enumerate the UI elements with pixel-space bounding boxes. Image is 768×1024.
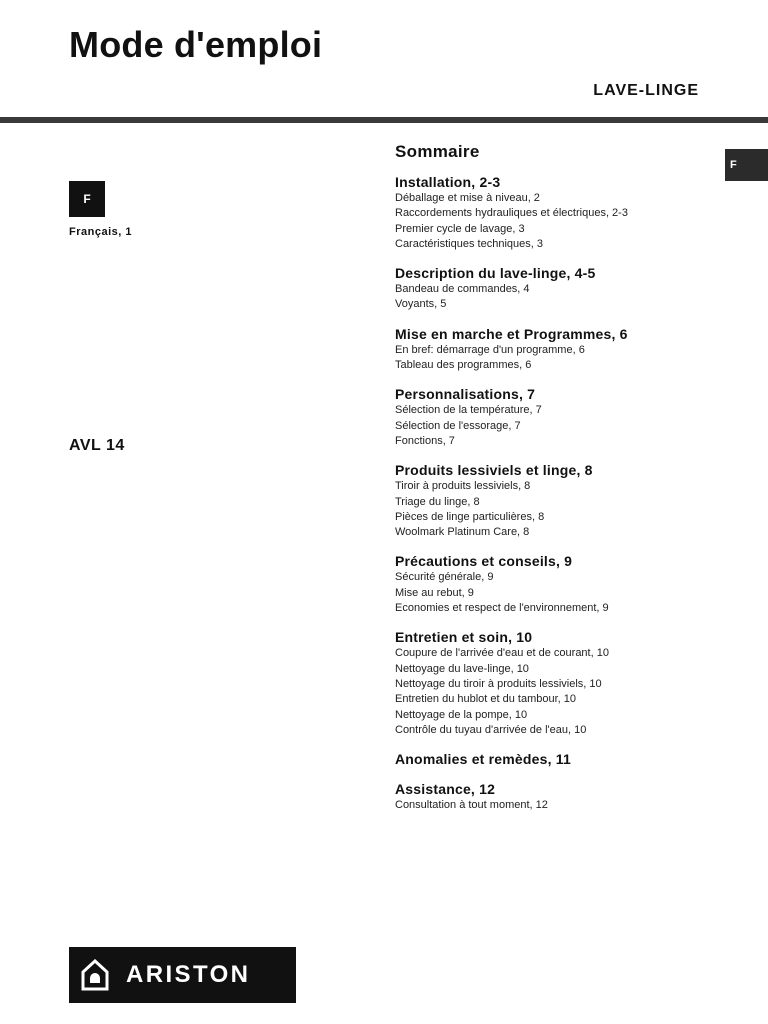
toc-section bbox=[395, 628, 720, 738]
product-type-label: LAVE-LINGE bbox=[593, 82, 699, 99]
toc-section bbox=[395, 264, 720, 313]
toc-entry: Nettoyage du lave-linge, 10 bbox=[395, 662, 529, 675]
toc-entry: Déballage et mise à niveau, 2 bbox=[395, 192, 540, 204]
model-number: AVL 14 bbox=[69, 437, 125, 454]
toc-entry: Voyants, 5 bbox=[395, 298, 447, 311]
toc-section bbox=[395, 552, 720, 616]
toc-section bbox=[395, 385, 720, 449]
toc-section bbox=[395, 325, 720, 374]
toc-section bbox=[395, 461, 720, 540]
page-title: Mode d'emploi bbox=[69, 24, 323, 65]
toc-entry: Sélection de la température, 7 bbox=[395, 404, 542, 417]
toc-entry: Premier cycle de lavage, 3 bbox=[395, 222, 525, 235]
toc-section-title: Description du lave-linge, 4-5 bbox=[395, 265, 596, 282]
toc-section-title: Anomalies et remèdes, 11 bbox=[395, 751, 571, 768]
toc-entry: Triage du linge, 8 bbox=[395, 495, 480, 508]
toc-entry: Woolmark Platinum Care, 8 bbox=[395, 526, 530, 539]
toc-entry: Mise au rebut, 9 bbox=[395, 586, 474, 599]
toc-entry: Entretien du hublot et du tambour, 10 bbox=[395, 693, 577, 706]
toc-section-title: Assistance, 12 bbox=[395, 781, 496, 798]
toc-entry: Sélection de l'essorage, 7 bbox=[395, 419, 521, 432]
brand-name: ARISTON bbox=[126, 961, 251, 988]
toc-entry: Contrôle du tuyau d'arrivée de l'eau, 10 bbox=[395, 723, 587, 736]
language-code-badge: F bbox=[69, 181, 105, 217]
toc-entry: Tiroir à produits lessiviels, 8 bbox=[395, 480, 531, 493]
toc-section bbox=[395, 750, 720, 768]
house-icon bbox=[78, 957, 112, 993]
toc-entry: Fonctions, 7 bbox=[395, 434, 455, 447]
toc-entry: Bandeau de commandes, 4 bbox=[395, 283, 530, 296]
toc-section-title: Entretien et soin, 10 bbox=[395, 629, 533, 646]
toc-entry: Nettoyage du tiroir à produits lessiviels, 10 bbox=[395, 677, 602, 690]
toc-entry: Consultation à tout moment, 12 bbox=[395, 799, 548, 812]
toc-entry: En bref: démarrage d'un programme, 6 bbox=[395, 343, 585, 356]
language-index-label: Français, 1 bbox=[69, 226, 132, 238]
brand-logo bbox=[69, 947, 296, 1003]
language-side-tab: F bbox=[725, 149, 768, 181]
toc-entry: Economies et respect de l'environnement, 9 bbox=[395, 602, 609, 615]
toc-entry: Caractéristiques techniques, 3 bbox=[395, 237, 543, 250]
toc-entry: Pièces de linge particulières, 8 bbox=[395, 510, 545, 523]
toc-section-title: Produits lessiviels et linge, 8 bbox=[395, 462, 593, 479]
toc-section-title: Personnalisations, 7 bbox=[395, 386, 536, 403]
toc-entry: Raccordements hydrauliques et électriques, 2-3 bbox=[395, 207, 628, 220]
toc-section bbox=[395, 173, 720, 252]
table-of-contents bbox=[395, 141, 720, 825]
toc-sections bbox=[395, 173, 720, 813]
header-divider bbox=[0, 117, 768, 123]
toc-entry: Coupure de l'arrivée d'eau et de courant, 10 bbox=[395, 647, 609, 660]
toc-entry: Tableau des programmes, 6 bbox=[395, 359, 532, 372]
toc-entry: Sécurité générale, 9 bbox=[395, 571, 494, 584]
toc-section-title: Installation, 2-3 bbox=[395, 174, 501, 190]
toc-heading: Sommaire bbox=[395, 142, 480, 161]
toc-section bbox=[395, 780, 720, 813]
toc-section-title: Précautions et conseils, 9 bbox=[395, 553, 573, 570]
toc-section-title: Mise en marche et Programmes, 6 bbox=[395, 325, 628, 342]
toc-entry: Nettoyage de la pompe, 10 bbox=[395, 708, 528, 721]
